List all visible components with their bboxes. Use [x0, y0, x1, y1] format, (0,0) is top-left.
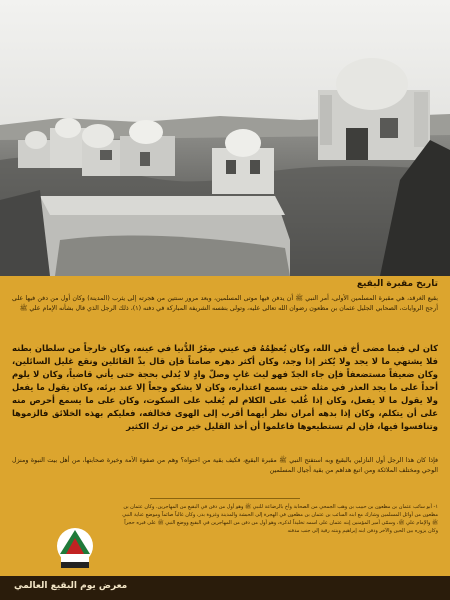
baqi-cemetery-photo: [0, 0, 450, 276]
historical-photo: [0, 0, 450, 276]
closing-paragraph: فإذا كان هذا الرجل أول النازلين بالبقيع وبه استفتح النبي ﷺ مقبرة البقيع، فكيف بقية من احتواه؟ وهم من صفوة الأمة وخيرة صحابتها، من أهل بيت النبوة ومنزل الوحي ومختلف الملائكة ومن اتبع هداهم من بقية أجيال المسلمين: [12, 457, 438, 474]
footnotes: ١- أبو سائب عثمان بن مظعون بن حبيب بن وهب الجمحي من الصحابة وأخ بالرضاعة للنبي ﷺ وهو أول من دفن في البقيع من المهاجرين. وكان عثمان بن مظعون من أوائل المسلمين وشارك مع ابنه السائب بن عثمان بن مظعون في الهجرة إلى الحبشة والمدينة وغزوة بدر، وكان غالباً صائماً وموضع عناية النبي ﷺ والإمام علي ﷺ، وسمّى أمير المؤمنين إبنه عثمان على اسمه تخليداً لذكره، وهو أول من دفن من المهاجرين في البقيع ووضع النبي ﷺ على قبره حجراً وكان يزوره بين الحين والآخر ودفن ابنه إبراهيم وبنته رقية إلى جنب مدفنه: [122, 504, 438, 534]
footer-bar: [0, 576, 450, 600]
footnote-divider: [150, 498, 300, 499]
logo-icon: [52, 524, 98, 574]
footer-title: معرض يوم البقيع العالمي: [14, 581, 128, 591]
section-title: تاريخ مقبرة البقيع: [356, 279, 438, 289]
text-panel: [0, 276, 450, 576]
quote-paragraph: كان لي فيما مضى أخ في الله، وكان يُعظِمُهُ في عيني صِغَرُ الدُّنيا في عينه، وكان خارجاً من سلطان بطنه فلا يشتهي ما لا يجد ولا يُكثر إذا وجد، وكان أكثر دهره صامتاً فإن قال بذّ القائلين ونقع غليل السائلين، وكان ضعيفاً مستضعفاً فإن جاء الجدّ فهو ليث غابٍ وصلّ وادٍ لا يُدلي بحجة حتى يأتي قاضياً، وكان لا يلوم أحداً على ما يجد العذر في مثله حتى يسمع اعتذاره، وكان لا يشكو وجعاً إلا عند برئه، وكان يقول ما يفعل ولا يقول ما لا يفعل، وكان إذا غُلب على الكلام لم يُغلب على السكوت، وكان على ما يسمع أحرص منه على أن يتكلم، وكان إذا بدهه أمران نظر أيهما أقرب إلى الهوى فخالفه، فعليكم بهذه الخلائق فالزموها وتنافسوا فيها، فإن لم تستطيعوها فاعلموا أن أخذ القليل خير من ترك الكثير: [12, 343, 438, 431]
intro-paragraph: بقيع الغرقد، هي مقبرة المسلمين الأولى، أمر النبي ﷺ أن يدفن فيها موتى المسلمين، وبعد مرور سنتين من هجرته إلى يثرب (المدينة) وكان أول من دفن فيها على أرجح الروايات، الصحابي الجليل عثمان بن مظعون رضوان الله تعالى عليه، وتولى بنفسه الشريفة المباركة في دفنه (١)، ذلك الرجل الذي قال بشأنه الإمام علي ﷺ: [12, 295, 438, 312]
exhibition-logo: [52, 524, 98, 574]
